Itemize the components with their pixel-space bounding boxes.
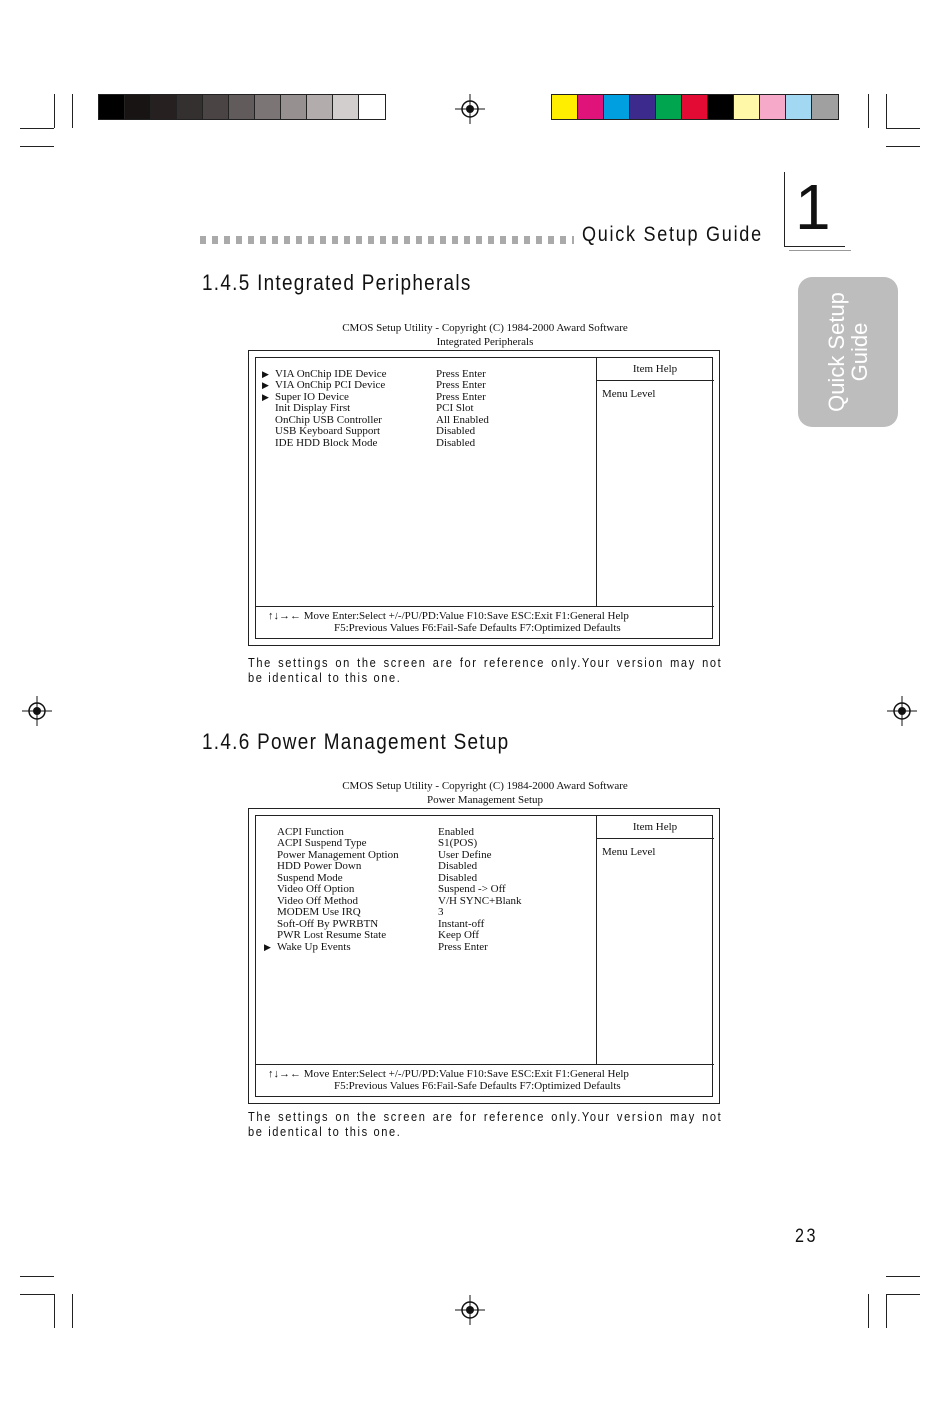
chapter-number: 1 [795,171,831,243]
color-swatch [760,95,786,119]
page-number: 23 [795,1226,819,1247]
footer-keys-line-1: ↑↓→← Move Enter:Select +/-/PU/PD:Value F10:Save ESC:Exit F1:General Help [268,1068,629,1080]
setting-name: Super IO Device [275,390,349,403]
menu-level-text: Menu Level [602,846,656,858]
color-swatch [307,95,333,119]
bios-panel-divider [596,816,597,1064]
reference-note: The settings on the screen are for reference only.Your version may not be identical to this one. [248,655,723,685]
setting-name: Soft-Off By PWRBTN [277,917,379,930]
setting-name: Wake Up Events [277,940,351,953]
setting-name: OnChip USB Controller [275,413,382,426]
color-swatch [682,95,708,119]
setting-value[interactable]: User Define [438,848,492,861]
footer-keys-line-2: F5:Previous Values F6:Fail-Safe Defaults F7:Optimized Defaults [334,622,621,634]
setting-name: Video Off Method [277,894,359,907]
reference-note: The settings on the screen are for reference only.Your version may not be identical to this one. [248,1109,723,1139]
setting-name: HDD Power Down [277,860,362,873]
bios-inner-frame [255,815,713,1097]
setting-name: ACPI Suspend Type [277,837,367,850]
setting-value[interactable]: Enabled [438,826,475,838]
color-swatch [229,95,255,119]
setting-name: VIA OnChip PCI Device [275,379,386,392]
bios-inner-frame [255,357,713,639]
setting-name: Init Display First [275,402,351,415]
setting-value[interactable]: All Enabled [436,413,489,426]
setting-value[interactable]: Instant-off [438,917,485,930]
color-swatch [281,95,307,119]
bios-screen-power-management [248,808,720,1104]
submenu-arrow-icon: ▶ [262,369,269,379]
color-swatch [604,95,630,119]
color-swatch [552,95,578,119]
registration-target-icon [887,696,917,726]
color-swatch [359,95,385,119]
submenu-arrow-icon: ▶ [262,391,269,402]
bios-caption-title: CMOS Setup Utility - Copyright (C) 1984-2000 Award Software [342,322,628,334]
setting-name: Power Management Option [277,848,399,861]
submenu-arrow-icon: ▶ [262,380,269,391]
color-swatch [786,95,812,119]
color-swatch [203,95,229,119]
color-swatch [99,95,125,119]
registration-target-icon [455,1295,485,1325]
setting-value[interactable]: Press Enter [436,390,486,403]
color-swatch [812,95,838,119]
header-title: Quick Setup Guide [582,223,763,246]
setting-row[interactable] [264,907,584,919]
setting-value[interactable]: Press Enter [436,368,486,380]
submenu-arrow-icon: ▶ [264,941,271,952]
item-help-title: Item Help [632,363,678,375]
color-swatch [333,95,359,119]
setting-value[interactable]: Press Enter [438,940,488,953]
setting-name: IDE HDD Block Mode [275,436,378,449]
bios-screen-integrated-peripherals [248,350,720,646]
setting-value[interactable]: Suspend -> Off [438,883,506,896]
color-swatch [656,95,682,119]
setting-value[interactable]: PCI Slot [436,402,474,415]
setting-value[interactable]: S1(POS) [438,837,478,850]
registration-target-icon [455,94,485,124]
color-calibration-bar [551,94,839,120]
section-heading-integrated-peripherals: 1.4.5 Integrated Peripherals [202,270,472,295]
color-swatch [734,95,760,119]
footer-divider [256,1064,714,1065]
setting-value[interactable]: Press Enter [436,379,486,392]
footer-divider [256,606,714,607]
setting-value[interactable]: Disabled [436,436,476,449]
setting-value[interactable]: Keep Off [438,929,480,942]
setting-row[interactable] [264,942,584,954]
setting-name: PWR Lost Resume State [277,929,387,942]
color-swatch [177,95,203,119]
color-swatch [578,95,604,119]
setting-name: USB Keyboard Support [275,425,381,438]
setting-value[interactable]: Disabled [438,871,478,884]
setting-name: ACPI Function [277,826,344,838]
bios-panel-divider [596,358,597,606]
color-swatch [708,95,734,119]
color-swatch [125,95,151,119]
bios-caption-title: CMOS Setup Utility - Copyright (C) 1984-2000 Award Software [342,780,628,792]
item-help-title: Item Help [632,821,678,833]
setting-value[interactable]: 3 [438,906,444,919]
setting-name: Suspend Mode [277,871,343,884]
color-swatch [630,95,656,119]
side-tab-label: Quick Setup Guide [824,292,872,412]
registration-target-icon [22,696,52,726]
setting-name: VIA OnChip IDE Device [275,368,387,380]
setting-row[interactable] [262,438,582,450]
section-heading-power-management: 1.4.6 Power Management Setup [202,729,510,754]
setting-name: MODEM Use IRQ [277,906,361,919]
color-swatch [255,95,281,119]
header-dotted-rule [200,236,574,244]
grayscale-bar [98,94,386,120]
color-swatch [151,95,177,119]
setting-value[interactable]: Disabled [436,425,476,438]
footer-keys-line-2: F5:Previous Values F6:Fail-Safe Defaults F7:Optimized Defaults [334,1080,621,1092]
footer-keys-line-1: ↑↓→← Move Enter:Select +/-/PU/PD:Value F10:Save ESC:Exit F1:General Help [268,610,629,622]
help-title-divider [596,838,714,839]
setting-row[interactable] [264,930,584,942]
bios-caption-subtitle: Integrated Peripherals [436,336,534,348]
help-title-divider [596,380,714,381]
setting-value[interactable]: V/H SYNC+Blank [438,894,522,907]
setting-value[interactable]: Disabled [438,860,478,873]
setting-name: Video Off Option [277,883,355,896]
bios-caption-subtitle: Power Management Setup [426,794,544,806]
menu-level-text: Menu Level [602,388,656,400]
